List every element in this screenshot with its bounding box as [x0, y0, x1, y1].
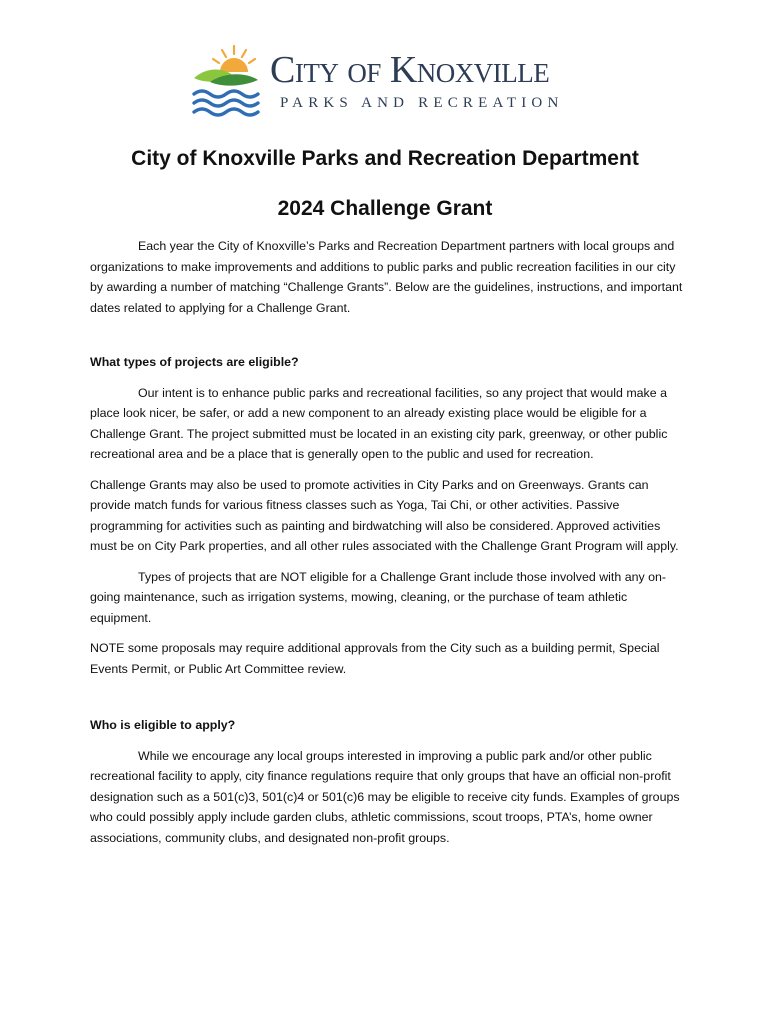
document-subtitle: 2024 Challenge Grant: [277, 197, 493, 220]
sun-leaf-water-icon: [190, 42, 270, 118]
logo-wordmark: City of Knoxville: [270, 49, 550, 91]
section-heading-eligible-projects: What types of projects are eligible?: [90, 355, 299, 369]
city-logo: [190, 42, 590, 118]
paragraph-project-intent: Our intent is to enhance public parks and recreational facilities, so any project that would make a place look nicer, be safer, or add a new component to an already existing place would be eligible for a Challenge Grant. The project submitted must be located in an existing city park, greenway, or other public recreational area and be a place that is generally open to the public and used for recreation.: [90, 385, 668, 461]
paragraph-not-eligible: Types of projects that are NOT eligible for a Challenge Grant include those involved with any on-going maintenance, such as irrigation systems, mowing, cleaning, or the purchase of team athletic equipment.: [90, 569, 667, 625]
paragraph-activities: Challenge Grants may also be used to promote activities in City Parks and on Greenways. Grants can provide match funds for various fitness classes such as Yoga, Tai Chi, or other activities. Passive programming for activities such as painting and birdwatching will also be considered. Approved activities must be on City Park properties, and all other rules associated with the Challenge Grant Program will apply.: [90, 477, 679, 553]
intro-paragraph: Each year the City of Knoxville’s Parks and Recreation Department partners with local groups and organizations to make improvements and additions to public parks and public recreation facilities in our city by awarding a number of matching “Challenge Grants”. Below are the guidelines, instructions, and important dates related to applying for a Challenge Grant.: [90, 239, 683, 315]
paragraph-note: NOTE some proposals may require additional approvals from the City such as a building permit, Special Events Permit, or Public Art Committee review.: [90, 641, 660, 676]
paragraph-eligible-groups: While we encourage any local groups interested in improving a public park and/or other public recreational facility to apply, city finance regulations require that only groups that have an official non-profit designation such as a 501(c)3, 501(c)4 or 501(c)6 may be eligible to receive city funds. Examples of groups who could possibly apply include garden clubs, athletic commissions, scout troops, PTA’s, home owner associations, community clubs, and designated non-profit groups.: [90, 748, 680, 845]
logo-subtitle: PARKS AND RECREATION: [280, 95, 564, 111]
document-title: City of Knoxville Parks and Recreation Department: [131, 147, 639, 170]
section-heading-eligible-applicants: Who is eligible to apply?: [90, 718, 236, 732]
document-body: [90, 236, 690, 858]
